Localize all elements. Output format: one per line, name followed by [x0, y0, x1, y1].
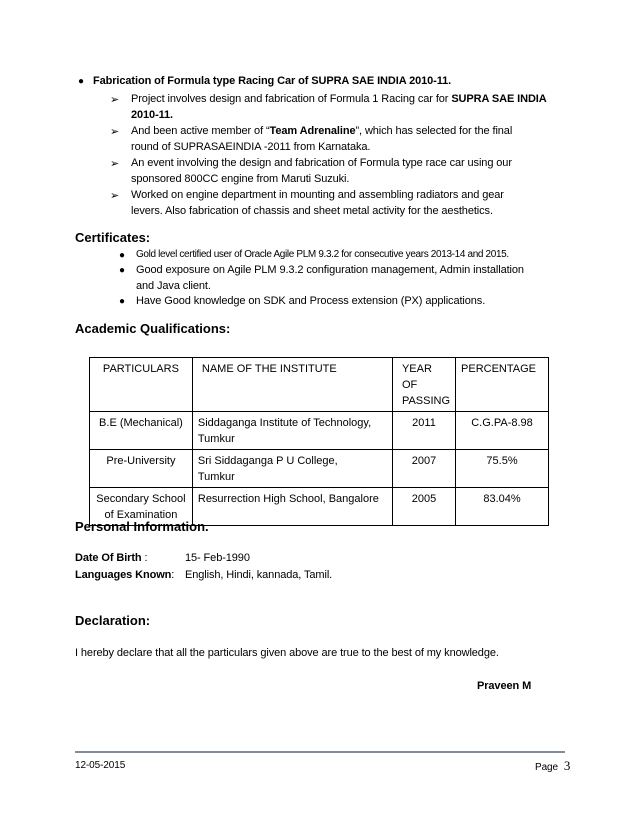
project-title: Fabrication of Formula type Racing Car of SUPRA SAE INDIA 2010-11.: [93, 75, 452, 87]
bullet-icon: ●: [78, 76, 85, 87]
academic-table: [89, 357, 549, 526]
cell-percentage: 83.04%: [456, 488, 549, 526]
project-point-2: And been active member of “Team Adrenaline”, which has selected for the final: [131, 125, 513, 137]
cell-year: 2007: [392, 450, 455, 488]
arrow-bullet-icon: ➢: [110, 190, 120, 202]
arrow-bullet-icon: ➢: [110, 94, 120, 106]
project-point-3-cont: sponsored 800CC engine from Maruti Suzuki.: [131, 173, 350, 185]
cell-year: 2005: [392, 488, 455, 526]
cell-percentage: C.G.PA-8.98: [456, 412, 549, 450]
cell-institute: Siddaganga Institute of Technology, Tumkur: [192, 412, 392, 450]
project-point-4-cont: levers. Also fabrication of chassis and sheet metal activity for the aesthetics.: [131, 205, 493, 217]
certificate-item-cont: and Java client.: [136, 280, 211, 292]
certificate-item: Gold level certified user of Oracle Agile PLM 9.3.2 for consecutive years 2013-14 and 2015.: [136, 249, 509, 260]
project-point-1-cont: 2010-11.: [131, 109, 174, 121]
header-percentage: PERCENTAGE: [456, 358, 549, 412]
table-row: [90, 412, 549, 450]
project-point-4: Worked on engine department in mounting and assembling radiators and gear: [131, 189, 504, 201]
header-particulars: PARTICULARS: [90, 358, 193, 412]
cell-institute: Sri Siddaganga P U College, Tumkur: [192, 450, 392, 488]
certificate-item: Good exposure on Agile PLM 9.3.2 configuration management, Admin installation: [136, 264, 524, 276]
dob-value: 15- Feb-1990: [185, 552, 250, 564]
table-header-row: [90, 358, 549, 412]
cell-particular: Secondary School of Examination: [90, 488, 193, 526]
footer-date: 12-05-2015: [75, 760, 126, 771]
languages-value: English, Hindi, kannada, Tamil.: [185, 569, 333, 581]
header-institute: NAME OF THE INSTITUTE: [192, 358, 392, 412]
footer-page: Page 3: [535, 758, 571, 773]
cell-institute: Resurrection High School, Bangalore: [192, 488, 392, 526]
certificates-heading: Certificates:: [75, 230, 151, 245]
cell-year: 2011: [392, 412, 455, 450]
project-point-1: Project involves design and fabrication of Formula 1 Racing car for SUPRA SAE INDIA: [131, 93, 547, 105]
bullet-icon: ●: [119, 265, 126, 276]
signature-name: Praveen M: [477, 680, 532, 692]
footer-divider: [75, 751, 565, 753]
declaration-text: I hereby declare that all the particulars given above are true to the best of my knowledge.: [75, 647, 499, 659]
bullet-icon: ●: [119, 296, 126, 307]
project-point-2-cont: round of SUPRASAEINDIA -2011 from Karnataka.: [131, 141, 371, 153]
cell-particular: B.E (Mechanical): [90, 412, 193, 450]
academic-heading: Academic Qualifications:: [75, 321, 231, 336]
declaration-heading: Declaration:: [75, 613, 151, 628]
cell-percentage: 75.5%: [456, 450, 549, 488]
project-point-3: An event involving the design and fabrication of Formula type race car using our: [131, 157, 512, 169]
arrow-bullet-icon: ➢: [110, 126, 120, 138]
bullet-icon: ●: [119, 250, 126, 261]
languages-label: Languages Known:: [75, 569, 175, 581]
arrow-bullet-icon: ➢: [110, 158, 120, 170]
dob-label: Date Of Birth :: [75, 552, 148, 564]
header-year: YEAR OF PASSING: [392, 358, 455, 412]
cell-particular: Pre-University: [90, 450, 193, 488]
table-row: [90, 450, 549, 488]
personal-heading: Personal Information.: [75, 519, 209, 534]
certificate-item: Have Good knowledge on SDK and Process extension (PX) applications.: [136, 295, 486, 307]
